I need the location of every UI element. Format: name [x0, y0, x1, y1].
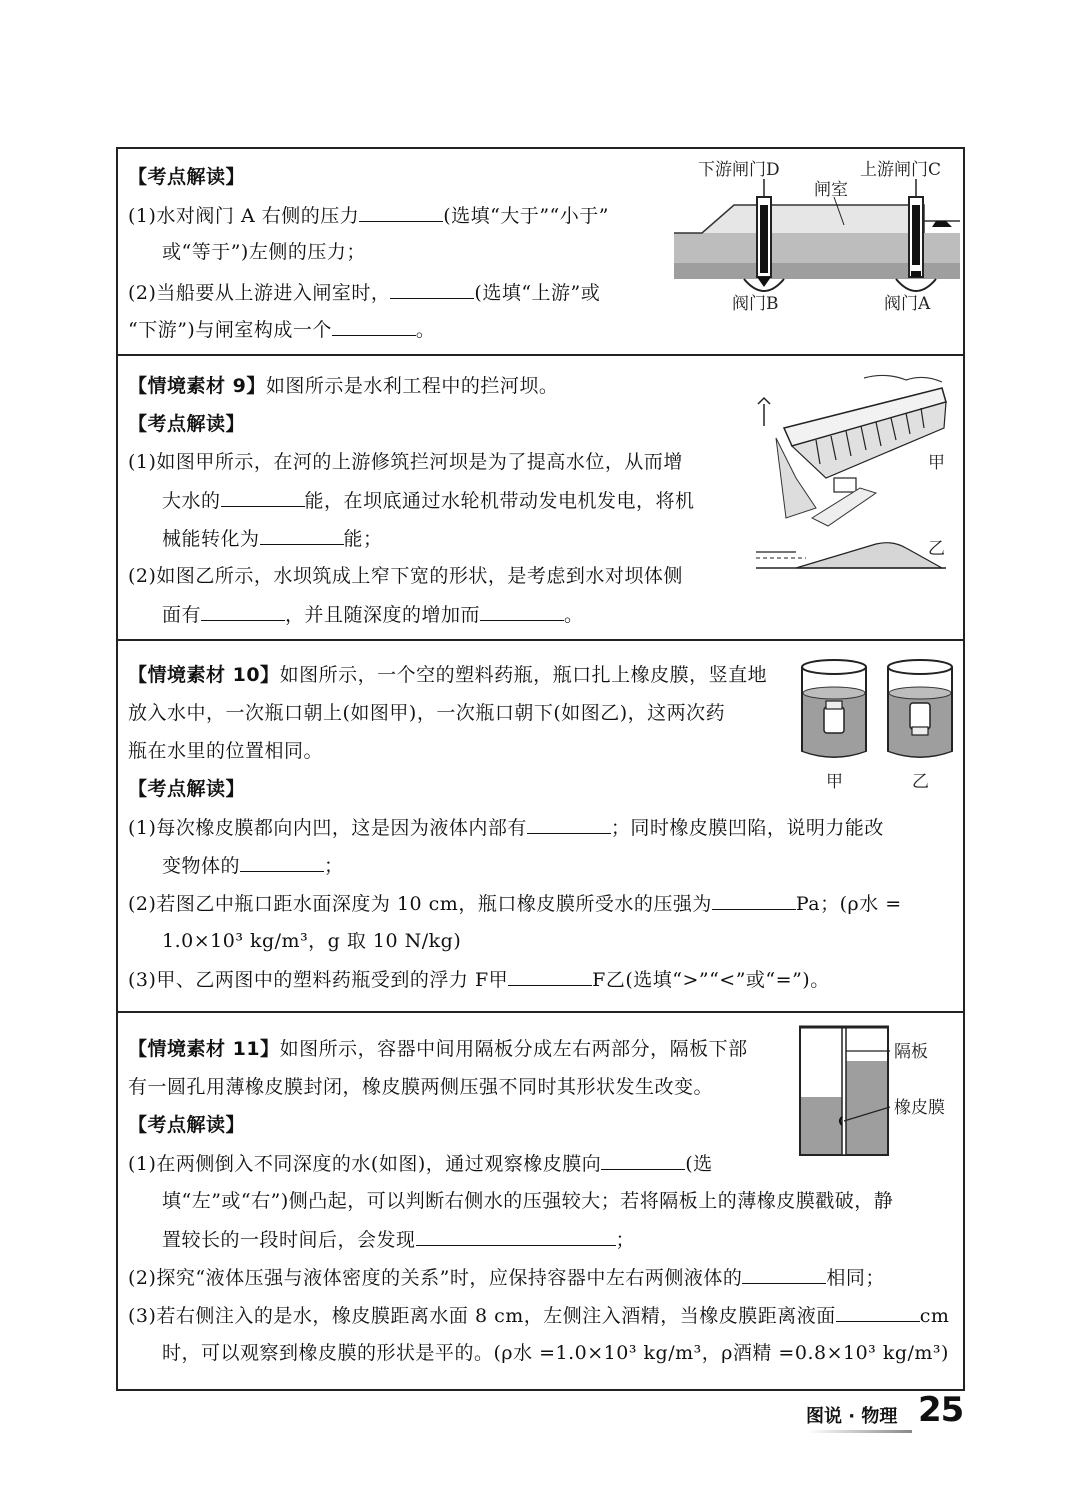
partition-figure — [798, 1025, 962, 1161]
question-line: 或“等于”)左侧的压力； — [162, 241, 366, 263]
dam-figure — [756, 368, 956, 578]
section-intro: 【情境素材 11】如图所示，容器中间用隔板分成左右两部分，隔板下部 — [128, 1038, 748, 1060]
label-valve-a: 阀门A — [884, 294, 931, 314]
question-line: (2)如图乙所示，水坝筑成上窄下宽的形状，是考虑到水对坝体侧 — [128, 565, 683, 587]
label-jia: 甲 — [826, 772, 843, 792]
question-line: (1)如图甲所示，在河的上游修筑拦河坝是为了提高水位，从而增 — [128, 451, 683, 473]
label-gate-d: 下游闸门D — [698, 160, 780, 180]
section-intro: 【情境素材 9】如图所示是水利工程中的拦河坝。 — [128, 375, 559, 397]
label-membrane: 橡皮膜 — [894, 1098, 945, 1118]
question-line: “下游”)与闸室构成一个 。 — [128, 319, 436, 341]
question-line: (2)若图乙中瓶口距水面深度为 10 cm，瓶口橡皮膜所受水的压强为 Pa；(ρ水 = — [128, 893, 902, 915]
section-subheader: 【考点解读】 — [128, 778, 246, 800]
label-jia: 甲 — [928, 453, 945, 473]
answer-blank[interactable] — [260, 526, 344, 545]
answer-blank[interactable] — [836, 1303, 920, 1322]
question-line: (3)甲、乙两图中的塑料药瓶受到的浮力 F甲 F乙(选填“>”“<”或“=”)。 — [128, 969, 830, 991]
answer-blank[interactable] — [201, 602, 285, 621]
question-line: 大水的 能，在坝底通过水轮机带动发电机发电，将机 — [162, 490, 695, 512]
question-line: 填“左”或“右”)侧凸起，可以判断右侧水的压强较大；若将隔板上的薄橡皮膜戳破，静 — [162, 1190, 894, 1212]
page-number: 25 — [918, 1390, 964, 1430]
beaker-jia — [802, 660, 866, 757]
question-line: (1)每次橡皮膜都向内凹，这是因为液体内部有 ；同时橡皮膜凹陷，说明力能改 — [128, 817, 884, 839]
beaker-yi — [888, 660, 952, 757]
section-intro: 有一圆孔用薄橡皮膜封闭，橡皮膜两侧压强不同时其形状发生改变。 — [128, 1076, 714, 1098]
question-line: 械能转化为 能； — [162, 528, 383, 550]
question-line: (3)若右侧注入的是水，橡皮膜距离水面 8 cm，左侧注入酒精，当橡皮膜距离液面 cm — [128, 1305, 950, 1327]
section-partition — [118, 1013, 963, 1391]
section-intro: 【情境素材 10】如图所示，一个空的塑料药瓶，瓶口扎上橡皮膜，竖直地 — [128, 664, 768, 686]
label-valve-b: 阀门B — [732, 294, 779, 314]
answer-blank[interactable] — [221, 488, 305, 507]
question-line: 置较长的一段时间后，会发现 ； — [162, 1229, 636, 1251]
section-header: 【考点解读】 — [128, 166, 246, 188]
label-partition: 隔板 — [894, 1042, 928, 1062]
answer-blank[interactable] — [240, 853, 324, 872]
answer-blank[interactable] — [742, 1265, 826, 1284]
section-subheader: 【考点解读】 — [128, 413, 246, 435]
question-line: (2)当船要从上游进入闸室时， (选填“上游”或 — [128, 282, 601, 304]
label-chamber: 闸室 — [814, 180, 848, 200]
content-frame — [116, 147, 965, 1391]
label-yi: 乙 — [912, 772, 929, 792]
section-intro: 瓶在水里的位置相同。 — [128, 740, 324, 762]
answer-blank[interactable] — [712, 891, 796, 910]
answer-blank[interactable] — [527, 815, 611, 834]
answer-blank[interactable] — [416, 1227, 616, 1246]
question-line: 1.0×10³ kg/m³，g 取 10 N/kg) — [162, 930, 462, 952]
section-dam — [118, 356, 963, 641]
answer-blank[interactable] — [601, 1151, 685, 1170]
book-title: 图说 · 物理 — [806, 1406, 898, 1427]
question-line: 面有 ，并且随深度的增加而 。 — [162, 604, 584, 626]
label-yi: 乙 — [928, 539, 945, 559]
section-intro: 放入水中，一次瓶口朝上(如图甲)，一次瓶口朝下(如图乙)，这两次药 — [128, 702, 726, 724]
question-line: (2)探究“液体压强与液体密度的关系”时，应保持容器中左右两侧液体的 相同； — [128, 1267, 885, 1289]
question-line: 变物体的 ； — [162, 855, 344, 877]
answer-blank[interactable] — [359, 203, 443, 222]
question-line: 时，可以观察到橡皮膜的形状是平的。(ρ水 =1.0×10³ kg/m³，ρ酒精 =0.8×10³ kg/m³) — [162, 1342, 949, 1364]
answer-blank[interactable] — [508, 967, 592, 986]
ship-lock-figure — [674, 153, 960, 318]
section-bottle — [118, 641, 963, 1013]
bottle-figure — [798, 655, 962, 795]
section-subheader: 【考点解读】 — [128, 1114, 246, 1136]
question-line: (1)水对阀门 A 右侧的压力 (选填“大于”“小于” — [128, 205, 609, 227]
label-gate-c: 上游闸门C — [860, 160, 942, 180]
answer-blank[interactable] — [332, 317, 416, 336]
answer-blank[interactable] — [480, 602, 564, 621]
section-ship-lock — [118, 149, 963, 356]
question-line: (1)在两侧倒入不同深度的水(如图)，通过观察橡皮膜向 (选 — [128, 1153, 713, 1175]
footer-rule — [808, 1430, 912, 1433]
answer-blank[interactable] — [390, 280, 474, 299]
